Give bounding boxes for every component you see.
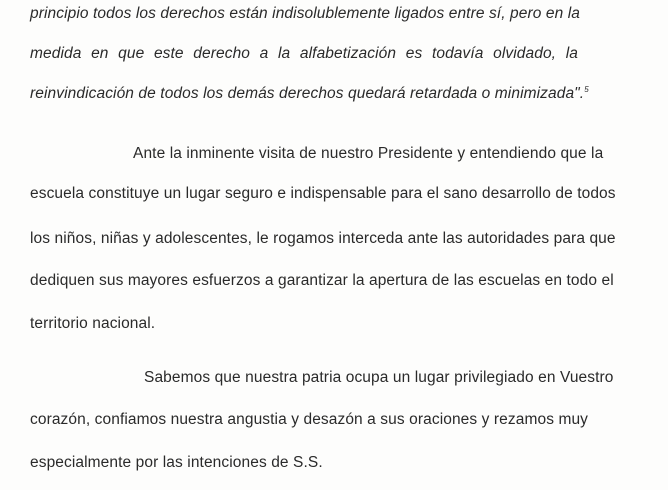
- quote-line-3: [30, 84, 589, 104]
- paragraph2-line-1: Sabemos que nuestra patria ocupa un lugar privilegiado en Vuestro: [144, 369, 614, 386]
- paragraph1-line-2: escuela constituye un lugar seguro e indispensable para el sano desarrollo de todos: [30, 185, 616, 202]
- paragraph1-line-3: los niños, niñas y adolescentes, le rogamos interceda ante las autoridades para que: [30, 230, 616, 247]
- paragraph2-line-2: corazón, confiamos nuestra angustia y desazón a sus oraciones y rezamos muy: [30, 411, 589, 428]
- footnote-reference: 5: [584, 84, 589, 94]
- paragraph1-line-4: dediquen sus mayores esfuerzos a garantizar la apertura de las escuelas en todo el: [30, 272, 614, 289]
- paragraph1-line-1: Ante la inminente visita de nuestro Presidente y entendiendo que la: [133, 145, 604, 162]
- quote-line-3-text: reinvindicación de todos los demás derechos quedará retardada o minimizada".: [30, 85, 585, 102]
- quote-line-2: medida en que este derecho a la alfabetización es todavía olvidado, la: [30, 45, 578, 62]
- quote-line-1: principio todos los derechos están indisolublemente ligados entre sí, pero en la: [30, 5, 580, 22]
- paragraph2-line-3: especialmente por las intenciones de S.S.: [30, 454, 323, 471]
- paragraph1-line-5: territorio nacional.: [30, 315, 156, 332]
